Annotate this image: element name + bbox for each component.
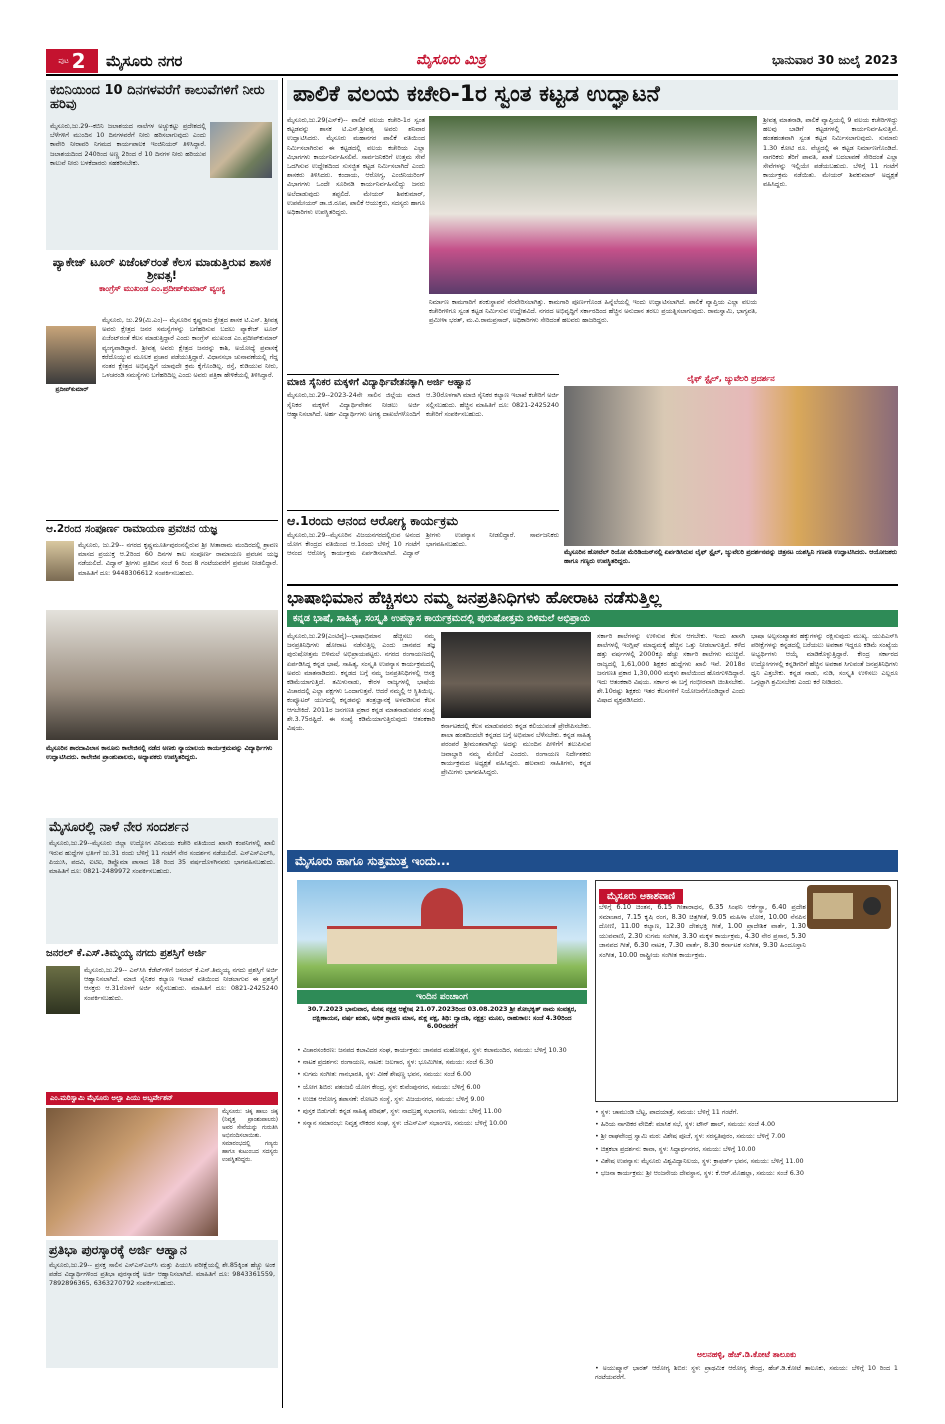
headline: ಕಬಿನಿಯಿಂದ 10 ದಿನಗಳವರೆಗೆ ಕಾಲುವೆಗಳಿಗೆ ನೀರು ಹರಿವು bbox=[50, 83, 265, 113]
event-item: • ಭಜನಾ ಕಾರ್ಯಕ್ರಮ: ಶ್ರೀ ಆಂಜನೇಯ ದೇವಸ್ಥಾನ, ಸ್ಥಳ: ಕೆ.ಆರ್.ಮೊಹಲ್ಲಾ, ಸಮಯ: ಸಂಜೆ 6.30 bbox=[595, 1169, 804, 1178]
body-text: ಮೈಸೂರು,ಜು.29--ಕಬಿನಿ ಜಲಾಶಯದ ನಾಲೆಗಳ ಅಚ್ಚುಕಟ್ಟು ಪ್ರದೇಶದಲ್ಲಿ ಬೆಳೆಗಳಿಗೆ ಮುಂದಿನ 10 ದಿನಗಳವರೆಗೆ ನೀರು ಹರಿಸಲಾಗುವುದು ಎಂದು ಕಾವೇರಿ ನೀರಾವರಿ ನಿಗಮದ ಕಾರ್ಯಪಾಲಕ ಇಂಜಿನಿಯರ್ ತಿಳಿಸಿದ್ದಾರೆ. ಜಲಾಶಯದಿಂದ 240ರಿಂದ ಅಣ್ಣ 2ರಿಂದ ರೆ 10 ದಿನಗಳ ನೀರು ಹರಿಯುವ ಕಾಲುವೆ ನೀರು ಬಳಕೆದಾರರು ಸಹಕರಿಸಬೇಕು. bbox=[50, 122, 206, 167]
event-item: • ಚಿತ್ರಕಲಾ ಪ್ರದರ್ಶನ: ಕಾವಾ, ಸ್ಥಳ: ಸಿದ್ಧಾರ್ಥನಗರ, ಸಮಯ: ಬೆಳಿಗ್ಗೆ 10.00 bbox=[595, 1144, 756, 1153]
body-col-2: ಕರ್ನಾಟಕದಲ್ಲಿ ಕೆಲಸ ಮಾಡುವವರು ಕನ್ನಡ ಕಲಿಯುವಂತೆ ಪ್ರೇರೇಪಿಸಬೇಕು. ಶಾಲಾ ಹಂತದಿಂದಲೇ ಕನ್ನಡದ ಬಗ್ಗೆ ಅಭಿಮಾನ ಬೆಳೆಸಬೇಕು. ಕನ್ನಡ ಸಾಹಿತ್ಯ ಪರಂಪರೆ ಶ್ರೀಮಂತವಾಗಿದ್ದು ಅದನ್ನು ಮುಂದಿನ ಪೀಳಿಗೆಗೆ ತಲುಪಿಸುವ ಜವಾಬ್ದಾರಿ ನಮ್ಮ ಮೇಲಿದೆ ಎಂದರು. ರಂಗಾಯಣ ನಿರ್ದೇಶಕರು ಕಾರ್ಯಕ್ರಮದ ಅಧ್ಯಕ್ಷತೆ ವಹಿಸಿದ್ದರು. ಹಲವಾರು ಸಾಹಿತಿಗಳು, ಕನ್ನಡ ಪ್ರೇಮಿಗಳು ಭಾಗವಹಿಸಿದ್ದರು. bbox=[441, 722, 591, 777]
body-text: ಮೈಸೂರು,ಜು.29-- ಎನ್‌ಸಿಸಿ ಕೆಡೆಟ್‌ಗಳಿಗೆ ಜನರಲ್ ಕೆ.ಎಸ್.ತಿಮ್ಮಯ್ಯ ನಗದು ಪ್ರಶಸ್ತಿಗೆ ಅರ್ಜಿ ಆಹ್ವಾನಿಸಲಾಗಿದೆ. ಮಾಜಿ ಸೈನಿಕರ ಕಲ್ಯಾಣ ಇಲಾಖೆ ವತಿಯಿಂದ ನೀಡಲಾಗುವ ಈ ಪ್ರಶಸ್ತಿಗೆ ಆಸಕ್ತರು ಆ.31ರೊಳಗೆ ಅರ್ಜಿ ಸಲ್ಲಿಸಬಹುದು. ಮಾಹಿತಿಗೆ ದೂ: 0821-2425240 ಸಂಪರ್ಕಿಸಬಹುದು. bbox=[84, 966, 278, 1002]
palace-dome bbox=[421, 888, 463, 930]
body-text: ಮೈಸೂರು, ಜು.29(ಮಿ.ಎಂ)-- ಮೈಸೂರಿನ ಕೃಷ್ಣರಾಜ ಕ್ಷೇತ್ರದ ಶಾಸಕ ಟಿ.ಎಸ್. ಶ್ರೀವತ್ಸ ಅವರು ಕ್ಷೇತ್ರದ ಜನರ ಸಮಸ್ಯೆಗಳನ್ನು ಬಗೆಹರಿಸುವ ಬದಲು ಪ್ಯಾಕೇಜ್ ಟೂರ್ ಏಜೆಂಟ್‌ರಂತೆ ಕೆಲಸ ಮಾಡುತ್ತಿದ್ದಾರೆ ಎಂದು ಕಾಂಗ್ರೆಸ್ ಮುಖಂಡ ಎಂ.ಪ್ರದೀಪ್‌ಕುಮಾರ್ ವ್ಯಂಗ್ಯವಾಡಿದ್ದಾರೆ. ಶ್ರೀವತ್ಸ ಅವರು ಕ್ಷೇತ್ರದ ಜನರನ್ನು ಕಾಶಿ, ಅಯೋಧ್ಯೆ ಪ್ರವಾಸಕ್ಕೆ ಕರೆದೊಯ್ಯುವ ಮೂಲಕ ಪ್ರಚಾರ ಪಡೆಯುತ್ತಿದ್ದಾರೆ. ವಿಧಾನಸಭಾ ಚುನಾವಣೆಯಲ್ಲಿ ಗೆದ್ದ ನಂತರ ಕ್ಷೇತ್ರದ ಅಭಿವೃದ್ಧಿಗೆ ಯಾವುದೇ ಕ್ರಮ ಕೈಗೊಂಡಿಲ್ಲ. ರಸ್ತೆ, ಕುಡಿಯುವ ನೀರು, ಒಳಚರಂಡಿ ಸಮಸ್ಯೆಗಳು ಬಗೆಹರಿದಿಲ್ಲ ಎಂದು ಅವರು ಪತ್ರಿಕಾ ಹೇಳಿಕೆಯಲ್ಲಿ ತಿಳಿಸಿದ್ದಾರೆ. bbox=[102, 316, 278, 380]
radio-title: ಮೈಸೂರು ಆಕಾಶವಾಣಿ bbox=[599, 889, 683, 904]
article-health-program bbox=[287, 510, 559, 580]
headline: ಪ್ಯಾಕೇಜ್ ಟೂರ್ ಏಜೆಂಟ್‌ರಂತೆ ಕೆಲಸ ಮಾಡುತ್ತಿರುವ ಶಾಸಕ ಶ್ರೀವತ್ಸ! bbox=[52, 256, 272, 282]
lead-story bbox=[287, 80, 898, 370]
article-lifestyle-expo bbox=[564, 374, 898, 580]
event-item: • ಉಚಿತ ಆರೋಗ್ಯ ತಪಾಸಣೆ: ರೋಟರಿ ಸಂಸ್ಥೆ, ಸ್ಥಳ: ವಿಜಯನಗರ, ಸಮಯ: ಬೆಳಿಗ್ಗೆ 9.00 bbox=[297, 1094, 485, 1103]
radio-box bbox=[595, 880, 898, 1102]
masthead bbox=[46, 48, 898, 76]
events-left bbox=[297, 1046, 587, 1406]
general-photo bbox=[46, 966, 80, 1014]
body-text: ಮೈಸೂರು: ಚಿಕ್ಕ ಹಾಲು ಚಿಕ್ಕ (ನಿವೃತ್ತ ಪ್ರಾಂಶುಪಾಲರು) ಅವರ ಸೇವೆಯನ್ನು ಗುರುತಿಸಿ ಅಭಿನಂದಿಸಲಾಯಿತು. ಸಮಾರಂಭದಲ್ಲಿ ಗಣ್ಯರು ಹಾಗೂ ಕುಟುಂಬದ ಸದಸ್ಯರು ಉಪಸ್ಥಿತರಿದ್ದರು. bbox=[222, 1109, 278, 1163]
body-text: ಮೈಸೂರು,ಜು.29--2023-24ನೇ ಸಾಲಿನ ಜಿಲ್ಲೆಯ ಮಾಜಿ ಸೈನಿಕರ ಮಕ್ಕಳಿಗೆ ವಿದ್ಯಾರ್ಥಿವೇತನ ನೀಡಲು ಅರ್ಜಿ ಆಹ್ವಾನಿಸಲಾಗಿದೆ. ಅರ್ಹ ವಿದ್ಯಾರ್ಥಿಗಳು ಅಗತ್ಯ ದಾಖಲೆಗಳೊಂದಿಗೆ ಆ.30ರೊಳಗಾಗಿ ಮಾಜಿ ಸೈನಿಕರ ಕಲ್ಯಾಣ ಇಲಾಖೆ ಕಚೇರಿಗೆ ಅರ್ಜಿ ಸಲ್ಲಿಸಬಹುದು. ಹೆಚ್ಚಿನ ಮಾಹಿತಿಗೆ ದೂ: 0821-2425240 ಕಚೇರಿಗೆ ಸಂಪರ್ಕಿಸಬಹುದು. bbox=[287, 391, 559, 418]
article-package-tour bbox=[46, 256, 278, 516]
hdkote-text: • ಅಯುಷ್ಮಾನ್ ಭಾರತ್ ಆರೋಗ್ಯ ಶಿಬಿರ: ಸ್ಥಳ: ಪ್ರಾಥಮಿಕ ಆರೋಗ್ಯ ಕೇಂದ್ರ, ಹೆಚ್.ಡಿ.ಕೋಟೆ ತಾಲೂಕು, ಸಮಯ: ಬೆಳಿಗ್ಗೆ 10 ರಿಂದ 1 ಗಂಟೆಯವರೆಗೆ. bbox=[595, 1364, 898, 1382]
body-col-4: ಭಾಷಾ ಅಲ್ಪಸಂಖ್ಯಾತರ ಹಕ್ಕುಗಳನ್ನು ರಕ್ಷಿಸುವುದು ಮುಖ್ಯ. ಯುಪಿಎಸ್‌ಸಿ ಪರೀಕ್ಷೆಗಳನ್ನು ಕನ್ನಡದಲ್ಲಿ ಬರೆಯಲು ಅವಕಾಶ ಇದ್ದರೂ ಕಡಿಮೆ ಸಂಖ್ಯೆಯ ಅಭ್ಯರ್ಥಿಗಳು ಆಯ್ಕೆ ಮಾಡಿಕೊಳ್ಳುತ್ತಿದ್ದಾರೆ. ಕೇಂದ್ರ ಸರ್ಕಾರದ ಉದ್ಯೋಗಗಳಲ್ಲಿ ಕನ್ನಡಿಗರಿಗೆ ಹೆಚ್ಚಿನ ಅವಕಾಶ ಸಿಗುವಂತೆ ಜನಪ್ರತಿನಿಧಿಗಳು ಧ್ವನಿ ಎತ್ತಬೇಕು. ಕನ್ನಡ ನಾಡು, ನುಡಿ, ಸಂಸ್ಕೃತಿ ಉಳಿಸಲು ಎಲ್ಲರೂ ಒಗ್ಗಟ್ಟಾಗಿ ಶ್ರಮಿಸಬೇಕು ಎಂದು ಕರೆ ನೀಡಿದರು. bbox=[751, 632, 898, 687]
photo-caption: ಮೈಸೂರಿನ ಹೋಟೆಲ್ ರಿಯೋ ಮೆರಿಡಿಯನ್‌ನಲ್ಲಿ ಏರ್ಪಡಿಸಿರುವ ಲೈಫ್ ಸ್ಟೈಲ್, ಜ್ಯುವೆಲರಿ ಪ್ರದರ್ಶನವನ್ನು ಚಿತ್ರನಟ ಯಶಸ್ವಿನಿ ಗಣಪತಿ ಉದ್ಘಾಟಿಸಿದರು. ಆಯೋಜಕರು ಹಾಗೂ ಗಣ್ಯರು ಉಪಸ್ಥಿತರಿದ್ದರು. bbox=[564, 548, 898, 565]
headline: ಭಾಷಾಭಿಮಾನ ಹೆಚ್ಚಿಸಲು ನಮ್ಮ ಜನಪ್ರತಿನಿಧಿಗಳು ಹೋರಾಟ ನಡೆಸುತ್ತಿಲ್ಲ bbox=[287, 588, 662, 607]
column-divider bbox=[282, 78, 283, 1408]
article-merit-award bbox=[46, 1240, 278, 1368]
banner: ಎಂ.ಮರಿಸ್ವಾಮಿ ಮೈಸೂರು ಅಲ್ಪಾ ಪಿಯು ಅಬ್ಸರ್ವೇಶನ್ bbox=[46, 1092, 278, 1105]
subheadline: ಕಾಂಗ್ರೆಸ್ ಮುಖಂಡ ಎಂ.ಪ್ರದೀಪ್‌ಕುಮಾರ್ ವ್ಯಂಗ್ಯ bbox=[99, 284, 225, 294]
article-language bbox=[287, 584, 898, 846]
event-item: • ಸುಗಮ ಸಂಗೀತ: ಗಾನಭಾರತಿ, ಸ್ಥಳ: ವೀಣೆ ಶೇಷಣ್ಣ ಭವನ, ಸಮಯ: ಸಂಜೆ 6.00 bbox=[297, 1070, 472, 1079]
headline: ಮೈಸೂರಲ್ಲಿ ನಾಳೆ ನೇರ ಸಂದರ್ಶನ bbox=[49, 820, 189, 835]
body-col-1: ಮೈಸೂರು,ಜು.29(ಎಂಟಿವೈ)--ಭಾಷಾಭಿಮಾನ ಹೆಚ್ಚಿಸಲು ನಮ್ಮ ಜನಪ್ರತಿನಿಧಿಗಳು ಹೋರಾಟ ನಡೆಸುತ್ತಿಲ್ಲ ಎಂದು ಜಾನಪದ ತಜ್ಞ ಪುರುಷೋತ್ತಮ ಬಿಳಿಮಲೆ ಅಭಿಪ್ರಾಯಪಟ್ಟರು. ನಗರದ ರಂಗಾಯಣದಲ್ಲಿ ಏರ್ಪಡಿಸಿದ್ದ ಕನ್ನಡ ಭಾಷೆ, ಸಾಹಿತ್ಯ, ಸಂಸ್ಕೃತಿ ಉಪನ್ಯಾಸ ಕಾರ್ಯಕ್ರಮದಲ್ಲಿ ಅವರು ಮಾತನಾಡಿದರು. ಕನ್ನಡದ ಬಗ್ಗೆ ನಮ್ಮ ಜನಪ್ರತಿನಿಧಿಗಳಲ್ಲಿ ಆಸಕ್ತಿ ಕಡಿಮೆಯಾಗುತ್ತಿದೆ. ತಮಿಳುನಾಡು, ಕೇರಳ ರಾಜ್ಯಗಳಲ್ಲಿ ಭಾಷೆಯ ವಿಚಾರದಲ್ಲಿ ಎಲ್ಲಾ ಪಕ್ಷಗಳು ಒಂದಾಗುತ್ತವೆ. ಆದರೆ ನಮ್ಮಲ್ಲಿ ಆ ಸ್ಥಿತಿಯಿಲ್ಲ. ಕಂಪ್ಯೂಟರ್ ಯುಗದಲ್ಲಿ ಕನ್ನಡವನ್ನು ತಂತ್ರಜ್ಞಾನಕ್ಕೆ ಅಳವಡಿಸುವ ಕೆಲಸ ಆಗಬೇಕಿದೆ. 2011ರ ಜನಗಣತಿ ಪ್ರಕಾರ ಕನ್ನಡ ಮಾತನಾಡುವವರ ಸಂಖ್ಯೆ ಶೇ.3.75ರಷ್ಟಿದೆ. ಈ ಸಂಖ್ಯೆ ಕಡಿಮೆಯಾಗುತ್ತಿರುವುದು ಆತಂಕಕಾರಿ ವಿಷಯ. bbox=[287, 632, 435, 733]
headline: ಆ.1ರಂದು ಆನಂದ ಆರೋಗ್ಯ ಕಾರ್ಯಕ್ರಮ bbox=[287, 513, 459, 528]
event-item: • ಶ್ರೀ ರಾಘವೇಂದ್ರ ಸ್ವಾಮಿ ಮಠ: ವಿಶೇಷ ಪೂಜೆ, ಸ್ಥಳ: ಸರಸ್ವತಿಪುರಂ, ಸಮಯ: ಬೆಳಿಗ್ಗೆ 7.00 bbox=[595, 1132, 786, 1141]
headline: ಪ್ರತಿಭಾ ಪುರಸ್ಕಾರಕ್ಕೆ ಅರ್ಜಿ ಆಹ್ವಾನ bbox=[49, 1242, 187, 1257]
page-number: 2 bbox=[71, 49, 86, 73]
body-col-3: ಸರ್ಕಾರಿ ಶಾಲೆಗಳನ್ನು ಉಳಿಸುವ ಕೆಲಸ ಆಗಬೇಕು. ಇಂದು ಖಾಸಗಿ ಶಾಲೆಗಳಲ್ಲಿ ಇಂಗ್ಲಿಷ್ ಮಾಧ್ಯಮಕ್ಕೆ ಹೆಚ್ಚಿನ ಒತ್ತು ನೀಡಲಾಗುತ್ತಿದೆ. ಕಳೆದ ಹತ್ತು ವರ್ಷಗಳಲ್ಲಿ 2000ಕ್ಕೂ ಹೆಚ್ಚು ಸರ್ಕಾರಿ ಶಾಲೆಗಳು ಮುಚ್ಚಿವೆ. ರಾಜ್ಯದಲ್ಲಿ 1,61,000 ಶಿಕ್ಷಕರ ಹುದ್ದೆಗಳು ಖಾಲಿ ಇವೆ. 2018ರ ಜನಗಣತಿ ಪ್ರಕಾರ 1,30,000 ಮಕ್ಕಳು ಶಾಲೆಯಿಂದ ಹೊರಗುಳಿದಿದ್ದಾರೆ. ಇದು ಆತಂಕಕಾರಿ ವಿಷಯ. ಸರ್ಕಾರ ಈ ಬಗ್ಗೆ ಗಂಭೀರವಾಗಿ ಚಿಂತಿಸಬೇಕು. ಶೇ.10ರಷ್ಟು ಶಿಕ್ಷಕರು ಇತರ ಕೆಲಸಗಳಿಗೆ ನಿಯೋಜನೆಗೊಂಡಿದ್ದಾರೆ ಎಂದು ವಿಷಾದ ವ್ಯಕ್ತಪಡಿಸಿದರು. bbox=[597, 632, 745, 705]
article-ex-servicemen bbox=[287, 374, 559, 506]
issue-date: ಭಾನುವಾರ 30 ಜುಲೈ 2023 bbox=[772, 53, 898, 67]
palace-body bbox=[327, 926, 557, 964]
section-name: ಮೈಸೂರು ನಗರ bbox=[106, 52, 183, 70]
body-text: ಮೈಸೂರು, ಜು.29-- ನಗರದ ಕೃಷ್ಣಮೂರ್ತಿಪುರಂನಲ್ಲಿರುವ ಶ್ರೀ ಸೀತಾರಾಮ ಮಂದಿರದಲ್ಲಿ ಶ್ರಾವಣ ಮಾಸದ ಪ್ರಯುಕ್ತ ಆ.2ರಿಂದ 60 ದಿನಗಳ ಕಾಲ ಸಂಪೂರ್ಣ ರಾಮಾಯಣ ಪ್ರವಚನ ಯಜ್ಞ ನಡೆಯಲಿದೆ. ವಿದ್ವಾನ್ ಶ್ರೀಗಳು ಪ್ರತಿದಿನ ಸಂಜೆ 6 ರಿಂದ 8 ಗಂಟೆಯವರೆಗೆ ಪ್ರವಚನ ನೀಡಲಿದ್ದಾರೆ. ಮಾಹಿತಿಗೆ ದೂ: 9448306612 ಸಂಪರ್ಕಿಸಬಹುದು. bbox=[78, 541, 278, 577]
page-label: ಪುಟ bbox=[58, 56, 69, 65]
lead-body-mid: ನಿರ್ಮಾಣ ಕಾಮಗಾರಿಗೆ ಶಂಕುಸ್ಥಾಪನೆ ನೆರವೇರಿಸಲಾಗಿತ್ತು. ಕಾಮಗಾರಿ ಪೂರ್ಣಗೊಂಡ ಹಿನ್ನೆಲೆಯಲ್ಲಿ ಇಂದು ಉದ್ಘಾಟಿಸಲಾಗಿದೆ. ಪಾಲಿಕೆ ವ್ಯಾಪ್ತಿಯ ಎಲ್ಲಾ ವಲಯ ಕಚೇರಿಗಳಿಗೂ ಸ್ವಂತ ಕಟ್ಟಡ ನಿರ್ಮಿಸುವ ಉದ್ದೇಶವಿದೆ. ನಗರದ ಅಭಿವೃದ್ಧಿಗೆ ಸರ್ಕಾರದಿಂದ ಹೆಚ್ಚಿನ ಅನುದಾನ ತರಲು ಪ್ರಯತ್ನಿಸಲಾಗುವುದು. ರಾಮಸ್ವಾಮಿ, ಭಾಗ್ಯವತಿ, ಪ್ರಮೀಳಾ ಭರತ್, ಮ.ವಿ.ರಾಮಪ್ರಸಾದ್, ಅಧಿಕಾರಿಗಳು ಸೇರಿದಂತೆ ಹಲವರು ಹಾಜರಿದ್ದರು. bbox=[429, 298, 757, 325]
event-item: • ಪುಸ್ತಕ ಬಿಡುಗಡೆ: ಕನ್ನಡ ಸಾಹಿತ್ಯ ಪರಿಷತ್, ಸ್ಥಳ: ನಾದಬ್ರಹ್ಮ ಸಭಾಂಗಣ, ಸಮಯ: ಬೆಳಿಗ್ಗೆ 11.00 bbox=[297, 1107, 502, 1116]
hdkote-title: ಅಲನಹಳ್ಳಿ, ಹೆಚ್.ಡಿ.ಕೋಟೆ ತಾಲೂಕು bbox=[696, 1350, 797, 1359]
event-item: • ಹಿರಿಯ ನಾಗರಿಕರ ವೇದಿಕೆ: ಮಾಸಿಕ ಸಭೆ, ಸ್ಥಳ: ಟೌನ್ ಹಾಲ್, ಸಮಯ: ಸಂಜೆ 4.00 bbox=[595, 1120, 776, 1129]
event-item: • ವಿಚಾರಸಂಕಿರಣ: ಜನಪದ ಕಲಾವಿದರ ಸಂಘ, ಕಾರ್ಯಕ್ರಮ: ಜಾನಪದ ಮಹೋತ್ಸವ, ಸ್ಥಳ: ಕಲಾಮಂದಿರ, ಸಮಯ: ಬೆಳಿಗ್ಗೆ 10.30 bbox=[297, 1046, 567, 1054]
today-banner: ಮೈಸೂರು ಹಾಗೂ ಸುತ್ತಮುತ್ತ ಇಂದು... bbox=[287, 850, 898, 872]
masthead-rule bbox=[46, 74, 898, 76]
event-item: • ಸನ್ಮಾನ ಸಮಾರಂಭ: ನಿವೃತ್ತ ನೌಕರರ ಸಂಘ, ಸ್ಥಳ: ಜೆಎಸ್‌ಎಸ್ ಸಭಾಂಗಣ, ಸಮಯ: ಬೆಳಿಗ್ಗೆ 10.00 bbox=[297, 1119, 508, 1128]
event-item: • ನಾಟಕ ಪ್ರದರ್ಶನ: ರಂಗಾಯಣ, ನಾಟಕ: ಜಲಗಾರ, ಸ್ಥಳ: ಭೂಮಿಗೀತ, ಸಮಯ: ಸಂಜೆ 6.30 bbox=[297, 1058, 494, 1067]
article-law-college bbox=[46, 610, 278, 814]
lead-body-right: ಶ್ರೀವತ್ಸ ಮಾತನಾಡಿ, ಪಾಲಿಕೆ ವ್ಯಾಪ್ತಿಯಲ್ಲಿ 9 ವಲಯ ಕಚೇರಿಗಳಿದ್ದು ಹಲವು ಬಾಡಿಗೆ ಕಟ್ಟಡಗಳಲ್ಲಿ ಕಾರ್ಯನಿರ್ವಹಿಸುತ್ತಿವೆ. ಹಂತಹಂತವಾಗಿ ಸ್ವಂತ ಕಟ್ಟಡ ನಿರ್ಮಿಸಲಾಗುವುದು. ಸುಮಾರು 1.30 ಕೋಟಿ ರೂ. ವೆಚ್ಚದಲ್ಲಿ ಈ ಕಟ್ಟಡ ನಿರ್ಮಾಣಗೊಂಡಿದೆ. ನಾಗರಿಕರು ತೆರಿಗೆ ಪಾವತಿ, ಖಾತೆ ಬದಲಾವಣೆ ಸೇರಿದಂತೆ ಎಲ್ಲಾ ಸೇವೆಗಳನ್ನು ಇಲ್ಲಿಯೇ ಪಡೆಯಬಹುದು. ಬೆಳಿಗ್ಗೆ 11 ಗಂಟೆಗೆ ಕಾರ್ಯಕ್ರಮ ನಡೆಯಿತು. ಮೇಯರ್ ಶಿವಕುಮಾರ್ ಅಧ್ಯಕ್ಷತೆ ವಹಿಸಿದ್ದರು. bbox=[763, 116, 898, 189]
event-item: • ವಿಶೇಷ ಉಪನ್ಯಾಸ: ಮೈಸೂರು ವಿಶ್ವವಿದ್ಯಾನಿಲಯ, ಸ್ಥಳ: ಕ್ರಾಫರ್ಡ್ ಭವನ, ಸಮಯ: ಬೆಳಿಗ್ಗೆ 11.00 bbox=[595, 1156, 804, 1165]
event-item: • ಯೋಗ ಶಿಬಿರ: ಪತಂಜಲಿ ಯೋಗ ಕೇಂದ್ರ, ಸ್ಥಳ: ಕುವೆಂಪುನಗರ, ಸಮಯ: ಬೆಳಿಗ್ಗೆ 6.00 bbox=[297, 1082, 481, 1091]
panchang-title: ಇಂದಿನ ಪಂಚಾಂಗ bbox=[297, 990, 587, 1004]
event-item: • ಸ್ಥಳ: ಚಾಮುಂಡಿ ಬೆಟ್ಟ, ಪಾದಯಾತ್ರೆ, ಸಮಯ: ಬೆಳಿಗ್ಗೆ 11 ಗಂಟೆಗೆ. bbox=[595, 1108, 739, 1116]
radio-icon bbox=[807, 885, 891, 929]
expo-banner: ಲೈಫ್ ಸ್ಟೈಲ್, ಜ್ಯುವೆಲರಿ ಪ್ರದರ್ಶನ bbox=[687, 374, 775, 383]
headline: ಆ.2ರಂದ ಸಂಪೂರ್ಣ ರಾಮಾಯಣ ಪ್ರವಚನ ಯಜ್ಞ bbox=[46, 523, 218, 535]
article-walk-in bbox=[46, 818, 278, 944]
headline: ಮಾಜಿ ಸೈನಿಕರ ಮಕ್ಕಳಿಗೆ ವಿದ್ಯಾರ್ಥಿವೇತನಕ್ಕಾಗಿ ಅರ್ಜಿ ಆಹ್ವಾನ bbox=[287, 377, 471, 388]
body-text: ಮೈಸೂರು,ಜು.29-- ಪ್ರಸಕ್ತ ಸಾಲಿನ ಎಸ್ಎಸ್ಎಲ್‌ಸಿ ಮತ್ತು ಪಿಯುಸಿ ಪರೀಕ್ಷೆಯಲ್ಲಿ ಶೇ.85ಕ್ಕಿಂತ ಹೆಚ್ಚು ಅಂಕ ಪಡೆದ ವಿದ್ಯಾರ್ಥಿಗಳಿಂದ ಪ್ರತಿಭಾ ಪುರಸ್ಕಾರಕ್ಕೆ ಅರ್ಜಿ ಆಹ್ವಾನಿಸಲಾಗಿದೆ. ಮಾಹಿತಿಗೆ ದೂ: 9843361559, 7892896365, 6363270792 ಸಂಪರ್ಕಿಸಬಹುದು. bbox=[49, 1260, 275, 1288]
portrait-caption: ಪ್ರದೀಪ್‌ಕುಮಾರ್ bbox=[55, 386, 89, 393]
article-kabini bbox=[46, 80, 278, 250]
photo-caption: ಮೈಸೂರಿನ ಶಾರದಾವಿಲಾಸ ಕಾನೂನು ಕಾಲೇಜಿನಲ್ಲಿ ನಡೆದ ಅಣಕು ನ್ಯಾಯಾಲಯ ಕಾರ್ಯಕ್ರಮವನ್ನು ವಿದ್ಯಾರ್ಥಿಗಳು ಉದ್ಘಾಟಿಸಿದರು. ಕಾಲೇಜಿನ ಪ್ರಾಂಶುಪಾಲರು, ಅಧ್ಯಾಪಕರು ಉಪಸ್ಥಿತರಿದ್ದರು. bbox=[46, 744, 273, 761]
speaker-photo bbox=[46, 541, 74, 581]
article-thimmayya bbox=[46, 948, 278, 1088]
radio-schedule: ಬೆಳಿಗ್ಗೆ 6.10 ಚಿಂತನ, 6.15 ಗೀತಾರಾಧನ, 6.35 ಸಿಂಫನಿ ಆರ್ಕೆಸ್ಟ್ರಾ, 6.40 ಪ್ರದೇಶ ಸಮಾಚಾರ, 7.15 ಕೃಷಿ ರಂಗ, 8.30 ಚಿತ್ರಗೀತೆ, 9.05 ಮಹಿಳಾ ಲೋಕ, 10.00 ನೆನಪಿನ ದೋಣಿ, 11.00 ಕಲ್ಯಾಣ, 12.30 ದೇಶಭಕ್ತಿ ಗೀತೆ, 1.00 ಪ್ರಾದೇಶಿಕ ವಾರ್ತೆ, 1.30 ಯುವವಾಣಿ, 2.30 ಸುಗಮ ಸಂಗೀತ, 3.30 ಮಕ್ಕಳ ಕಾರ್ಯಕ್ರಮ, 4.30 ನೇರ ಪ್ರಸಾರ, 5.30 ಜಾನಪದ ಗೀತೆ, 6.30 ನಾಟಕ, 7.30 ವಾರ್ತೆ, 8.30 ಕರ್ನಾಟಕ ಸಂಗೀತ, 9.30 ಹಿಂದೂಸ್ತಾನಿ ಸಂಗೀತ, 10.00 ರಾಷ್ಟ್ರೀಯ ಸಂಗೀತ ಕಾರ್ಯಕ್ರಮ. bbox=[599, 903, 806, 959]
palace-illustration bbox=[297, 880, 587, 988]
events-right bbox=[595, 1108, 898, 1344]
page-number-badge bbox=[46, 49, 98, 73]
felicitation-photo bbox=[46, 1108, 218, 1236]
inauguration-photo bbox=[429, 116, 757, 294]
article-felicitation bbox=[46, 1092, 278, 1238]
paper-name: ಮೈಸೂರು ಮಿತ್ರ bbox=[416, 52, 486, 68]
lead-body-left: ಮೈಸೂರು,ಜು.29(ಎಸ್‌ಕೆ)-- ಪಾಲಿಕೆ ವಲಯ ಕಚೇರಿ-1ರ ಸ್ವಂತ ಕಟ್ಟಡವನ್ನು ಶಾಸಕ ಟಿ.ಎಸ್.ಶ್ರೀವತ್ಸ ಅವರು ಶನಿವಾರ ಉದ್ಘಾಟಿಸಿದರು. ಮೈಸೂರು ಮಹಾನಗರ ಪಾಲಿಕೆ ವತಿಯಿಂದ ನಿರ್ಮಿಸಲಾಗಿರುವ ಈ ಕಟ್ಟಡದಲ್ಲಿ ವಲಯ ಕಚೇರಿಯ ಎಲ್ಲಾ ವಿಭಾಗಗಳು ಕಾರ್ಯನಿರ್ವಹಿಸಲಿವೆ. ಸಾರ್ವಜನಿಕರಿಗೆ ಉತ್ತಮ ಸೇವೆ ಒದಗಿಸುವ ಉದ್ದೇಶದಿಂದ ಸುಸಜ್ಜಿತ ಕಟ್ಟಡ ನಿರ್ಮಿಸಲಾಗಿದೆ ಎಂದು ಶಾಸಕರು ತಿಳಿಸಿದರು. ಕಂದಾಯ, ಆರೋಗ್ಯ, ಎಂಜಿನಿಯರಿಂಗ್ ವಿಭಾಗಗಳು ಒಂದೇ ಸೂರಿನಡಿ ಕಾರ್ಯನಿರ್ವಹಿಸಲಿದ್ದು ಜನರು ಅಲೆದಾಡುವುದು ತಪ್ಪಲಿದೆ. ಮೇಯರ್ ಶಿವಕುಮಾರ್, ಉಪಮೇಯರ್ ಡಾ.ಜಿ.ರೂಪ, ಪಾಲಿಕೆ ಆಯುಕ್ತರು, ಸದಸ್ಯರು ಹಾಗೂ ಅಧಿಕಾರಿಗಳು ಉಪಸ್ಥಿತರಿದ್ದರು. bbox=[287, 116, 425, 217]
body-text: ಮೈಸೂರು,ಜು.29--ಮೈಸೂರಿನ ವಿಜಯನಗರದಲ್ಲಿರುವ ಅನಂದ ಯೋಗ ಕೇಂದ್ರದ ವತಿಯಿಂದ ಆ.1ರಂದು ಬೆಳಿಗ್ಗೆ 10 ಗಂಟೆಗೆ ಆನಂದ ಆರೋಗ್ಯ ಕಾರ್ಯಕ್ರಮ ಏರ್ಪಡಿಸಲಾಗಿದೆ. ವಿದ್ವಾನ್ ಶ್ರೀಗಳು ಉಪನ್ಯಾಸ ನೀಡಲಿದ್ದಾರೆ. ಸಾರ್ವಜನಿಕರು ಭಾಗವಹಿಸಬಹುದು. bbox=[287, 530, 559, 558]
subheadline: ಕನ್ನಡ ಭಾಷೆ, ಸಾಹಿತ್ಯ, ಸಂಸ್ಕೃತಿ ಉಪನ್ಯಾಸ ಕಾರ್ಯಕ್ರಮದಲ್ಲಿ ಪುರುಷೋತ್ತಮ ಬಿಳಿಮಲೆ ಅಭಿಪ್ರಾಯ bbox=[287, 610, 898, 627]
portrait-photo bbox=[46, 326, 96, 384]
speaker-photo bbox=[441, 632, 591, 718]
event-photo bbox=[46, 610, 278, 740]
panchang-text: 30.7.2023 ಭಾನುವಾರ, ಮೇಷ ನಕ್ಷತ್ರ ಆಶ್ಲೇಷ 21.07.2023ರಿಂದ 03.08.2023 ಶ್ರೀ ಶೋಭಕೃತ್ ನಾಮ ಸಂವತ್ಸರ, ದಕ್ಷಿಣಾಯನ, ವರ್ಷ ಋತು, ಅಧಿಕ ಶ್ರಾವಣ ಮಾಸ, ಶುಕ್ಲ ಪಕ್ಷ, ತಿಥಿ: ದ್ವಾದಶಿ, ನಕ್ಷತ್ರ: ಮೂಲ, ರಾಹುಕಾಲ: ಸಂಜೆ 4.30ರಿಂದ 6.00ರವರೆಗೆ bbox=[307, 1006, 577, 1031]
expo-photo bbox=[564, 386, 898, 546]
today-section bbox=[287, 850, 898, 1410]
article-ramayana bbox=[46, 520, 278, 606]
dam-photo bbox=[210, 122, 272, 178]
body-text: ಮೈಸೂರು,ಜು.29--ಮೈಸೂರು ಜಿಲ್ಲಾ ಉದ್ಯೋಗ ವಿನಿಮಯ ಕಚೇರಿ ವತಿಯಿಂದ ಖಾಸಗಿ ಕಂಪನಿಗಳಲ್ಲಿ ಖಾಲಿ ಇರುವ ಹುದ್ದೆಗಳ ಭರ್ತಿಗೆ ಜು.31 ರಂದು ಬೆಳಿಗ್ಗೆ 11 ಗಂಟೆಗೆ ನೇರ ಸಂದರ್ಶನ ನಡೆಯಲಿದೆ. ಎಸ್ಎಸ್ಎಲ್‌ಸಿ, ಪಿಯುಸಿ, ಪದವಿ, ಐಟಿಐ, ಡಿಪ್ಲೊಮಾ ಪಾಸಾದ 18 ರಿಂದ 35 ವರ್ಷದೊಳಗಿನವರು ಭಾಗವಹಿಸಬಹುದು. ಮಾಹಿತಿಗೆ ದೂ: 0821-2489972 ಸಂಪರ್ಕಿಸಬಹುದು. bbox=[49, 839, 275, 875]
lead-headline: ಪಾಲಿಕೆ ವಲಯ ಕಚೇರಿ-1ರ ಸ್ವಂತ ಕಟ್ಟಡ ಉದ್ಘಾಟನೆ bbox=[287, 80, 898, 110]
headline: ಜನರಲ್ ಕೆ.ಎಸ್.ತಿಮ್ಮಯ್ಯ ನಗದು ಪ್ರಶಸ್ತಿಗೆ ಅರ್ಜಿ bbox=[46, 948, 207, 959]
